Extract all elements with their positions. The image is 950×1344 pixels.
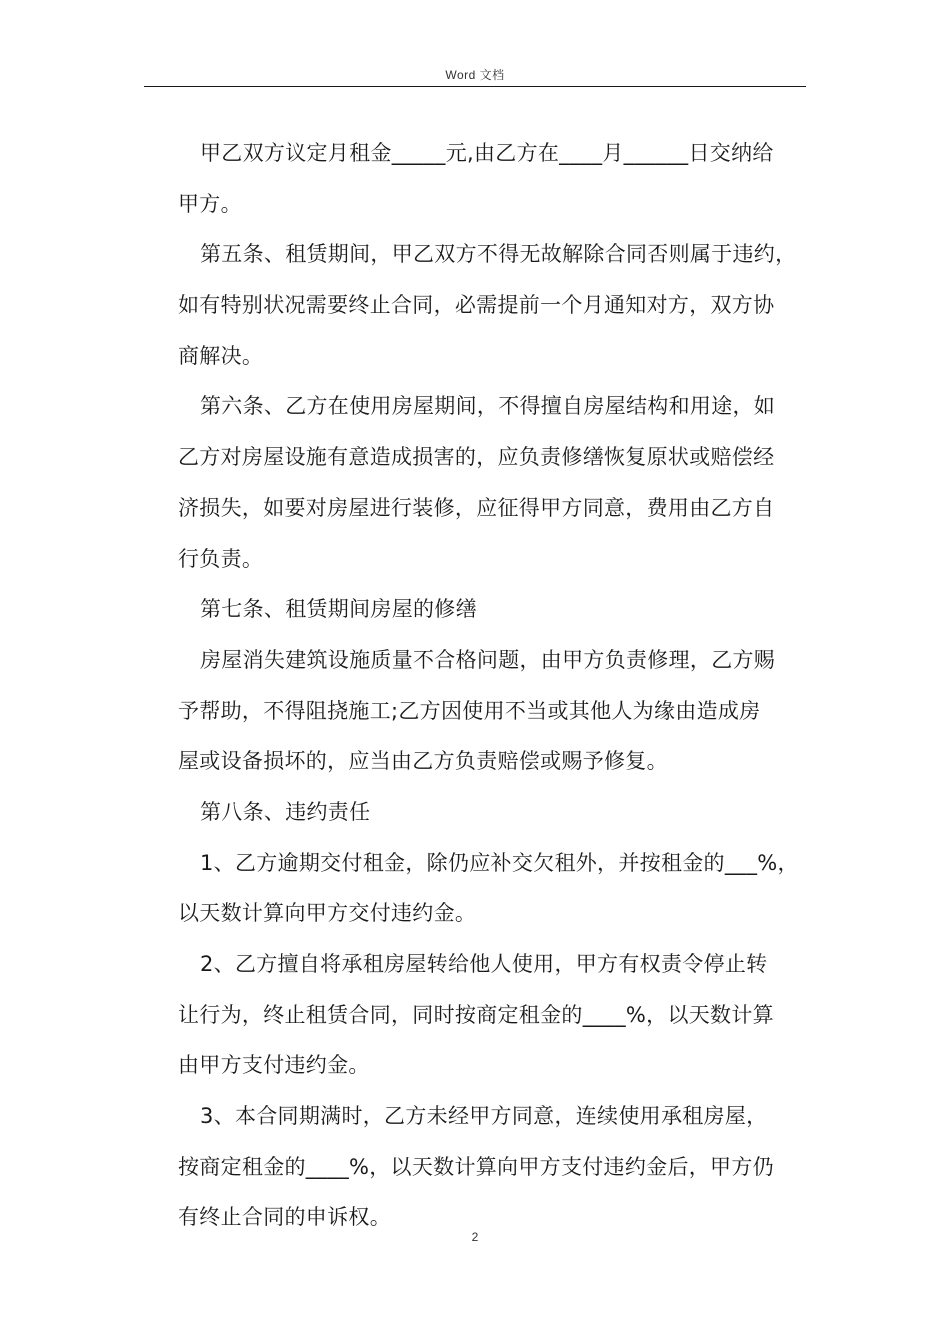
header-divider	[144, 86, 806, 87]
paragraph-line: 以天数计算向甲方交付违约金。	[178, 901, 477, 926]
paragraph-line: 房屋消失建筑设施质量不合格问题，由甲方负责修理，乙方赐	[200, 647, 776, 672]
paragraph-line: 按商定租金的____%，以天数计算向甲方支付违约金后，甲方仍	[178, 1154, 774, 1179]
paragraph-line: 3、本合同期满时，乙方未经甲方同意，连续使用承租房屋，	[200, 1104, 768, 1129]
paragraph-line: 行负责。	[178, 546, 264, 571]
paragraph-line: 屋或设备损坏的，应当由乙方负责赔偿或赐予修复。	[178, 749, 668, 774]
page-header: Word 文档	[445, 68, 505, 82]
paragraph-line: 有终止合同的申诉权。	[178, 1205, 391, 1230]
paragraph-line: 让行为，终止租赁合同，同时按商定租金的____%，以天数计算	[178, 1002, 774, 1027]
paragraph-line: 1、乙方逾期交付租金，除仍应补交欠租外，并按租金的___%，	[200, 850, 799, 875]
page-number: 2	[471, 1230, 479, 1244]
paragraph-line: 予帮助，不得阻挠施工;乙方因使用不当或其他人为缘由造成房	[178, 698, 761, 723]
paragraph-line: 甲乙双方议定月租金_____元,由乙方在____月______日交纳给	[200, 141, 774, 165]
paragraph-line: 第五条、租赁期间，甲乙双方不得无故解除合同否则属于违约，	[200, 242, 797, 267]
document-body	[178, 128, 818, 1243]
paragraph-line: 如有特别状况需要终止合同，必需提前一个月通知对方，双方协	[178, 293, 775, 318]
paragraph-line: 2、乙方擅自将承租房屋转给他人使用，甲方有权责令停止转	[200, 952, 768, 976]
section-heading: 第七条、租赁期间房屋的修缮	[200, 597, 477, 622]
paragraph-line: 济损失，如要对房屋进行装修，应征得甲方同意，费用由乙方自	[178, 495, 775, 520]
paragraph-line: 商解决。	[178, 343, 264, 368]
paragraph-line: 由甲方支付违约金。	[178, 1053, 370, 1078]
paragraph-line: 乙方对房屋设施有意造成损害的，应负责修缮恢复原状或赔偿经	[178, 445, 775, 470]
section-heading: 第八条、违约责任	[200, 799, 371, 824]
paragraph-line: 第六条、乙方在使用房屋期间，不得擅自房屋结构和用途，如	[200, 394, 776, 419]
paragraph-line: 甲方。	[178, 191, 242, 216]
